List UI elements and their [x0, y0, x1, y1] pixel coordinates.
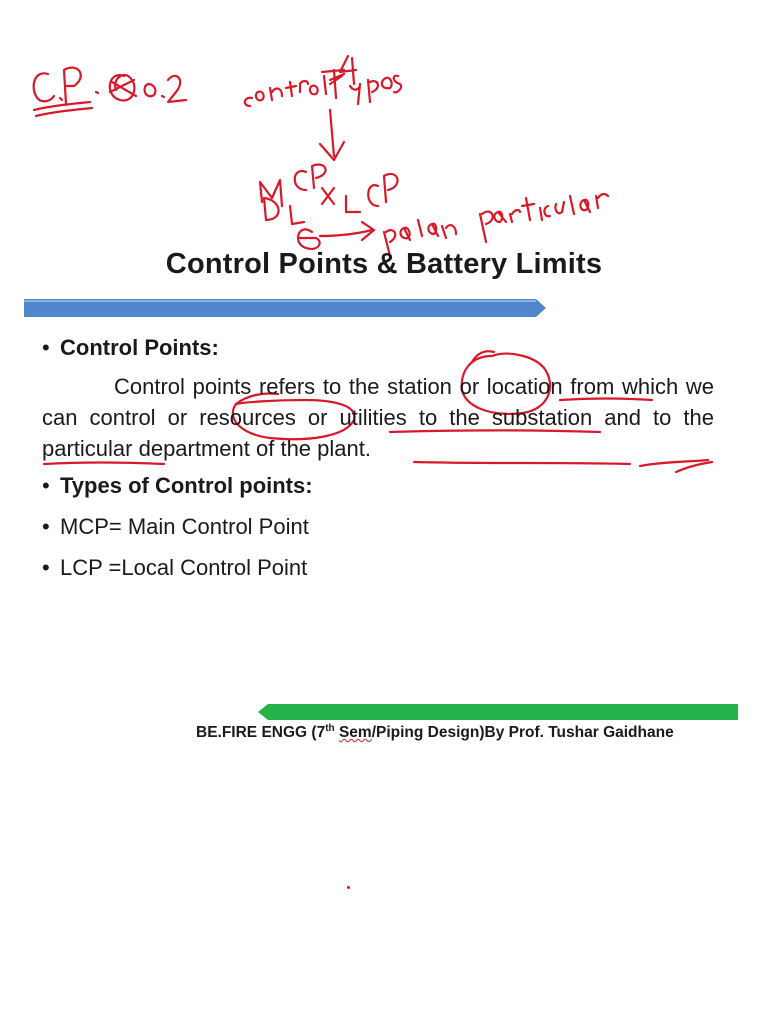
- definition-paragraph: [42, 371, 714, 464]
- bullet-dot: •: [42, 335, 50, 360]
- slide-content: [42, 332, 714, 583]
- ink-arrow-down: [320, 110, 344, 160]
- bullet-dot: •: [42, 514, 50, 539]
- ink-dash: [330, 74, 344, 80]
- slide-title: Control Points & Battery Limits: [165, 248, 603, 280]
- ink-4: [340, 56, 356, 84]
- ink-e: [298, 229, 320, 249]
- bullet-mcp: [42, 511, 714, 542]
- ink-mcp: [260, 165, 326, 206]
- ink-circle-q: [110, 75, 135, 101]
- lcp-text: LCP =Local Control Point: [60, 555, 308, 580]
- bullet-lcp: [42, 552, 714, 583]
- ink-lcp: [346, 174, 398, 212]
- ink-arrow-right: [320, 222, 374, 240]
- ink-dot2: [96, 92, 98, 93]
- bullet-dot: •: [42, 473, 50, 498]
- ink-types: [322, 70, 401, 104]
- title-divider-bar: [24, 299, 546, 317]
- ink-o: [145, 84, 156, 96]
- bullet-dot: •: [42, 555, 50, 580]
- definition-text: Control points refers to the station or location from which we can control or resources or utilities to the substation and to the particular department of the plant.: [42, 374, 714, 461]
- heading-control-points: Control Points:: [60, 335, 219, 360]
- ink-x: [322, 188, 334, 204]
- footer-divider-bar: [258, 704, 738, 720]
- footer-divider-shape: [258, 704, 738, 720]
- ink-dot3: [162, 96, 164, 97]
- stray-ink-dot: [347, 886, 350, 889]
- ink-scribble-q: [110, 80, 136, 96]
- ink-2: [168, 76, 186, 102]
- ink-cp-dot: [60, 98, 62, 100]
- heading-types: Types of Control points:: [60, 473, 313, 498]
- mcp-text: MCP= Main Control Point: [60, 514, 309, 539]
- ink-control-word: [245, 76, 342, 106]
- footer-credit: BE.FIRE ENGG (7th Sem/Piping Design)By Prof. Tushar Gaidhane: [196, 723, 674, 742]
- ink-cp-c: [34, 73, 54, 101]
- ink-dl: [264, 198, 304, 224]
- bullet-control-points: [42, 332, 714, 363]
- ink-cp-underline: [34, 102, 90, 110]
- ink-particular: [480, 194, 608, 242]
- ink-cp-underline2: [36, 108, 92, 116]
- footer-sem: Sem: [338, 724, 372, 742]
- ink-cp-p: [64, 68, 81, 104]
- bullet-types: [42, 470, 714, 501]
